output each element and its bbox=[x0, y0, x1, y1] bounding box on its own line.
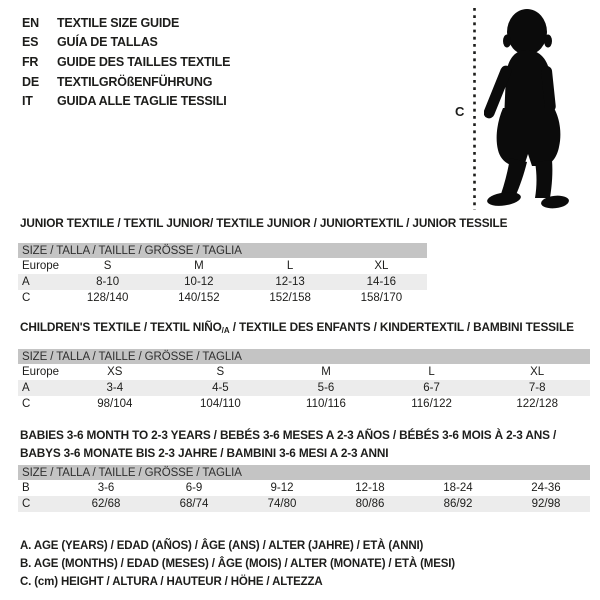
babies-table-title bbox=[20, 426, 580, 462]
table-row-age-months bbox=[18, 480, 590, 496]
size-cell: 4-5 bbox=[212, 382, 229, 394]
table-row-height bbox=[18, 396, 590, 412]
size-header-bar: SIZE / TALLA / TAILLE / GRÖSSE / TAGLIA bbox=[18, 465, 590, 480]
language-title: TEXTILGRÖßENFÜHRUNG bbox=[57, 74, 213, 89]
size-cell: 80/86 bbox=[355, 498, 385, 510]
size-cell: 152/158 bbox=[269, 292, 311, 304]
language-title: GUÍA DE TALLAS bbox=[57, 35, 158, 50]
row-label: C bbox=[22, 292, 31, 304]
size-cell: 68/74 bbox=[179, 498, 209, 510]
size-cell: 122/128 bbox=[516, 398, 558, 410]
language-code: EN bbox=[22, 15, 39, 30]
height-label-c: C bbox=[455, 104, 465, 119]
table-row-age bbox=[18, 380, 590, 396]
size-cell: S bbox=[103, 260, 112, 272]
size-cell: 86/92 bbox=[443, 498, 473, 510]
size-cell: 10-12 bbox=[184, 276, 214, 288]
size-cell: 98/104 bbox=[97, 398, 133, 410]
size-header-bar: SIZE / TALLA / TAILLE / GRÖSSE / TAGLIA bbox=[18, 349, 590, 364]
size-cell: 18-24 bbox=[443, 482, 473, 494]
size-cell: 92/98 bbox=[531, 498, 561, 510]
row-label: C bbox=[22, 498, 31, 510]
row-label: Europe bbox=[22, 366, 60, 378]
babies-title-line2: BABYS 3-6 MONATE BIS 2-3 JAHRE / BAMBINI 3-6 MESI A 2-3 ANNI bbox=[20, 446, 389, 460]
size-cell: 74/80 bbox=[267, 498, 297, 510]
language-code: FR bbox=[22, 54, 39, 69]
legend-notes bbox=[20, 537, 455, 592]
children-table-title bbox=[20, 320, 574, 335]
language-code: IT bbox=[22, 94, 33, 109]
language-row-es bbox=[22, 33, 230, 53]
row-label: A bbox=[22, 276, 30, 288]
language-code: DE bbox=[22, 74, 39, 89]
language-row-it bbox=[22, 91, 230, 111]
junior-table-title: JUNIOR TEXTILE / TEXTIL JUNIOR/ TEXTILE JUNIOR / JUNIORTEXTIL / JUNIOR TESSILE bbox=[20, 216, 508, 230]
table-row-europe bbox=[18, 364, 590, 380]
size-cell: 7-8 bbox=[528, 382, 546, 394]
size-cell: L bbox=[286, 260, 294, 272]
size-cell: 140/152 bbox=[178, 292, 220, 304]
row-label: C bbox=[22, 398, 31, 410]
row-label: A bbox=[22, 382, 30, 394]
size-cell: 5-6 bbox=[317, 382, 335, 394]
size-cell: 158/170 bbox=[360, 292, 403, 304]
row-label: B bbox=[22, 482, 30, 494]
note-age-months: B. AGE (MONTHS) / EDAD (MESES) / ÂGE (MOIS) / ALTER (MONATE) / ETÀ (MESI) bbox=[20, 558, 455, 571]
size-cell: 128/140 bbox=[86, 292, 129, 304]
height-ruler-dashed-line bbox=[472, 8, 477, 210]
babies-size-table bbox=[18, 465, 590, 512]
children-title-subscript: /A bbox=[221, 326, 230, 335]
note-height-cm: C. (cm) HEIGHT / ALTURA / HAUTEUR / HÖHE / ALTEZZA bbox=[20, 576, 323, 589]
size-cell: 12-18 bbox=[355, 482, 385, 494]
children-size-table bbox=[18, 349, 590, 412]
size-cell: XL bbox=[374, 260, 389, 272]
size-cell: 110/116 bbox=[306, 398, 346, 410]
size-cell: XL bbox=[530, 366, 545, 378]
table-row-height bbox=[18, 290, 427, 306]
size-cell: 6-7 bbox=[423, 382, 440, 394]
children-title-pre: CHILDREN'S TEXTILE / TEXTIL NIÑO bbox=[20, 320, 222, 334]
children-title-post: / TEXTILE DES ENFANTS / KINDERTEXTIL / BAMBINI TESSILE bbox=[229, 320, 574, 334]
language-row-de bbox=[22, 72, 230, 92]
note-age-years: A. AGE (YEARS) / EDAD (AÑOS) / ÂGE (ANS) / ALTER (JAHRE) / ETÀ (ANNI) bbox=[20, 540, 424, 552]
size-cell: 8-10 bbox=[96, 276, 120, 288]
child-silhouette-icon bbox=[484, 8, 576, 210]
language-title: TEXTILE SIZE GUIDE bbox=[57, 15, 180, 30]
size-cell: 3-6 bbox=[97, 482, 115, 494]
size-cell: 24-36 bbox=[531, 482, 561, 494]
size-cell: 6-9 bbox=[185, 482, 203, 494]
language-code: ES bbox=[22, 35, 39, 50]
language-row-fr bbox=[22, 52, 230, 72]
size-cell: 62/68 bbox=[91, 498, 121, 510]
language-title: GUIDE DES TAILLES TEXTILE bbox=[57, 54, 231, 69]
babies-title-line1: BABIES 3-6 MONTH TO 2-3 YEARS / BEBÉS 3-6 MESES A 2-3 AÑOS / BÉBÉS 3-6 MOIS À 2-3 ANS / bbox=[20, 428, 557, 442]
size-cell: 3-4 bbox=[106, 382, 124, 394]
size-cell: 9-12 bbox=[270, 482, 294, 494]
size-cell: M bbox=[194, 260, 204, 272]
size-header-bar: SIZE / TALLA / TAILLE / GRÖSSE / TAGLIA bbox=[18, 243, 427, 258]
language-row-en bbox=[22, 13, 230, 33]
table-row-europe bbox=[18, 258, 427, 274]
size-cell: L bbox=[428, 366, 435, 378]
language-title: GUIDA ALLE TAGLIE TESSILI bbox=[57, 94, 227, 109]
size-cell: 104/110 bbox=[200, 398, 241, 410]
size-cell: 14-16 bbox=[366, 276, 397, 288]
row-label: Europe bbox=[22, 260, 60, 272]
junior-size-table bbox=[18, 243, 427, 306]
table-row-height bbox=[18, 496, 590, 512]
size-cell: S bbox=[216, 366, 225, 378]
size-cell: 116/122 bbox=[411, 398, 452, 410]
language-list bbox=[22, 13, 230, 111]
size-cell: XS bbox=[107, 366, 123, 378]
size-cell: 12-13 bbox=[275, 276, 305, 288]
table-row-age bbox=[18, 274, 427, 290]
size-cell: M bbox=[321, 366, 331, 378]
